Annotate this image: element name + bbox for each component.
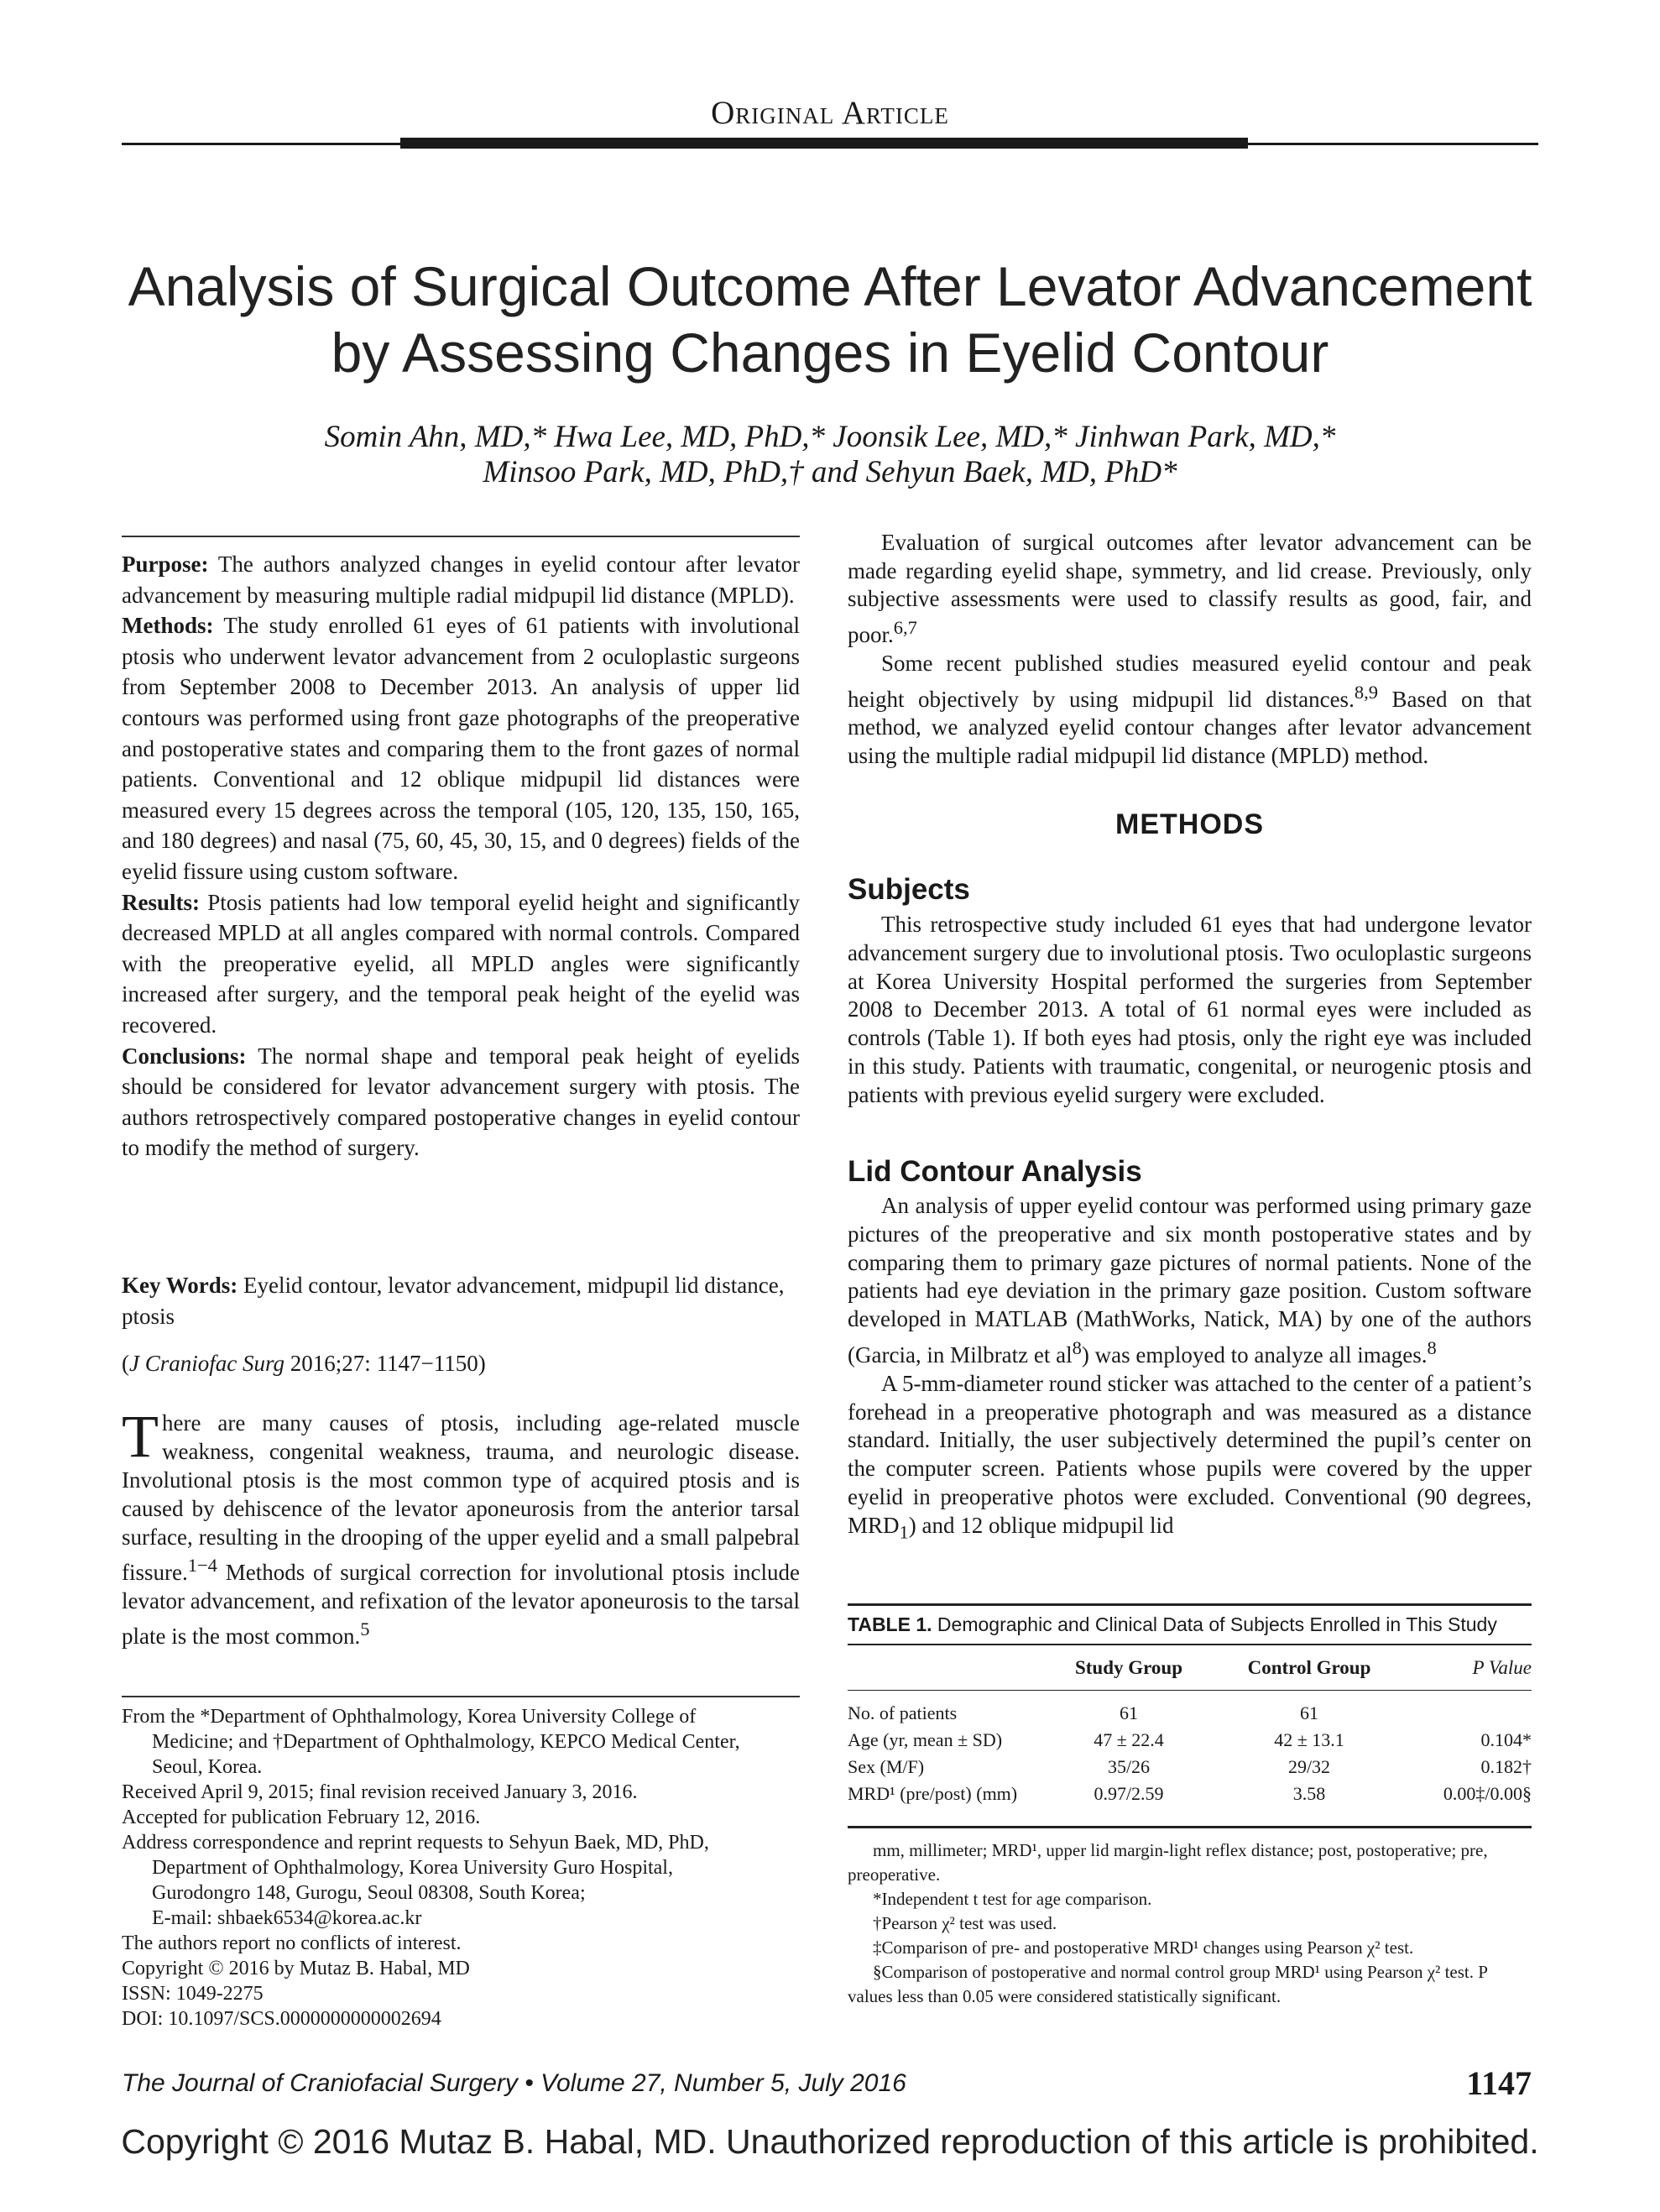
conflicts-statement: The authors report no conflicts of interest. xyxy=(122,1932,462,1954)
paragraph-text: Some recent published studies measured eyelid contour and peak height objectively by using midpupil lid distances. xyxy=(848,650,1532,712)
intro-ref-1: 1−4 xyxy=(187,1555,217,1576)
affiliation-line: Seoul, Korea. xyxy=(152,1756,263,1778)
keywords-label: Key Words: xyxy=(122,1273,238,1298)
affiliations-footnote xyxy=(122,1704,800,2032)
correspondence-line: Gurodongro 148, Gurogu, Seoul 08308, South Korea; xyxy=(152,1882,586,1904)
table-cell: 0.104* xyxy=(1480,1729,1532,1750)
abstract-purpose xyxy=(122,549,800,610)
table-header-rule xyxy=(848,1644,1532,1645)
paragraph-text: ) was employed to analyze all images. xyxy=(1081,1341,1428,1367)
table-cell: 47 ± 22.4 xyxy=(1094,1729,1164,1750)
abstract-rule xyxy=(122,536,800,537)
table-top-rule xyxy=(848,1603,1532,1606)
intro-ref-2: 5 xyxy=(360,1618,370,1639)
copyright-notice: Copyright © 2016 Mutaz B. Habal, MD. Unauthorized reproduction of this article is prohibited. xyxy=(121,2122,1539,2161)
affiliation-line: Medicine; and †Department of Ophthalmology, KEPCO Medical Center, xyxy=(152,1731,740,1753)
paragraph-text: ) and 12 oblique midpupil lid xyxy=(908,1512,1174,1538)
table-row xyxy=(848,1756,1532,1783)
abstract-conclusions xyxy=(122,1041,800,1164)
methods-heading: METHODS xyxy=(1115,808,1264,840)
journal-footer: The Journal of Craniofacial Surgery • Volume 27, Number 5, July 2016 xyxy=(122,2069,906,2097)
correspondence-line: Department of Ophthalmology, Korea University Guro Hospital, xyxy=(152,1857,673,1879)
table-caption xyxy=(848,1613,1532,1636)
paragraph: This retrospective study included 61 eyes that had undergone levator advancement surgery due to involutional ptosis. Two oculoplastic surgeons at Korea University Hospital performed the surgeries from September 2008 to December 2013. A total of 61 normal eyes were included as controls (Table 1). If both eyes had ptosis, only the right eye was included in this study. Patients with traumatic, congenital, or neurogenic ptosis and patients with previous eyelid surgery were excluded. xyxy=(848,912,1532,1107)
issn: ISSN: 1049-2275 xyxy=(122,1983,264,2005)
authors-line-1: Somin Ahn, MD,* Hwa Lee, MD, PhD,* Joonsik Lee, MD,* Jinhwan Park, MD,* xyxy=(324,420,1336,454)
abstract xyxy=(122,549,800,1164)
table-cell: 35/26 xyxy=(1107,1756,1151,1777)
table-cell: 3.58 xyxy=(1292,1783,1326,1804)
article-title xyxy=(84,254,1576,386)
table-note: †Pearson χ² test was used. xyxy=(873,1913,1057,1933)
paragraph xyxy=(848,650,1532,771)
paragraph xyxy=(848,529,1532,650)
right-column-intro xyxy=(848,529,1532,771)
footnote-rule xyxy=(122,1696,800,1697)
paragraph xyxy=(848,1370,1532,1546)
citation-journal: J Craniofac Surg xyxy=(129,1351,284,1376)
table-cell: 42 ± 13.1 xyxy=(1274,1729,1344,1750)
table-header-cell: Control Group xyxy=(1247,1657,1371,1678)
table-header-cell: Study Group xyxy=(1074,1657,1183,1678)
table-footnotes xyxy=(848,1838,1532,2009)
paragraph-text: An analysis of upper eyelid contour was performed using primary gaze pictures of the preoperative and six month postoperative states and by comparing them to primary gaze pictures of normal patients. None of the patients had eye deviation in the primary gaze position. Custom software developed in MATLAB (MathWorks, Natick, MA) by one of the authors (Garcia, in Milbratz et al xyxy=(848,1193,1532,1367)
intro-paragraph xyxy=(122,1403,800,1650)
affiliation-line: From the *Department of Ophthalmology, Korea University College of xyxy=(122,1706,697,1728)
page-number: 1147 xyxy=(1466,2064,1532,2102)
copyright-line: Copyright © 2016 by Mutaz B. Habal, MD xyxy=(122,1958,470,1979)
doi: DOI: 10.1097/SCS.0000000000002694 xyxy=(122,2008,441,2030)
keywords-text: Eyelid contour, levator advancement, midpupil lid distance, ptosis xyxy=(122,1273,785,1329)
reference: 8,9 xyxy=(1354,681,1378,703)
keywords xyxy=(122,1270,800,1331)
subjects-heading: Subjects xyxy=(848,873,970,906)
table-cell: Age (yr, mean ± SD) xyxy=(848,1729,1003,1750)
purpose-text: The authors analyzed changes in eyelid contour after levator advancement by measuring multiple radial midpupil lid distance (MPLD). xyxy=(122,552,800,608)
table-cell: 29/32 xyxy=(1287,1756,1331,1777)
abstract-methods xyxy=(122,610,800,886)
abstract-results xyxy=(122,887,800,1041)
paragraph-text: Based on that method, we analyzed eyelid contour changes after levator advancement using the multiple radial midpupil lid distance (MPLD) method. xyxy=(848,686,1532,768)
table-note: *Independent t test for age comparison. xyxy=(873,1889,1152,1909)
table-caption-text: Demographic and Clinical Data of Subjects Enrolled in This Study xyxy=(932,1613,1497,1635)
purpose-label: Purpose: xyxy=(122,552,209,577)
author-list xyxy=(168,420,1492,490)
correspondence-email: E-mail: shbaek6534@korea.ac.kr xyxy=(152,1907,422,1929)
authors-line-2: Minsoo Park, MD, PhD,† and Sehyun Baek, MD, PhD* xyxy=(483,455,1177,489)
results-label: Results: xyxy=(122,889,200,915)
table-body xyxy=(848,1702,1532,1810)
table-row xyxy=(848,1783,1532,1810)
citation xyxy=(122,1348,800,1378)
header-rule-bold xyxy=(400,138,1248,149)
citation-open: ( xyxy=(122,1351,129,1376)
title-line-1: Analysis of Surgical Outcome After Levator Advancement xyxy=(128,255,1532,317)
intro-text: here are many causes of ptosis, including age-related muscle weakness, congenital weakness, trauma, and neurologic disease. Involutional ptosis is the most common type of acquired ptosis and is caused by dehiscence of the levator aponeurosis from the anterior tarsal surface, resulting in the drooping of the upper eyelid and a small palpebral fissure. xyxy=(122,1410,800,1585)
paragraph xyxy=(848,1192,1532,1370)
table-cell: 0.182† xyxy=(1480,1756,1532,1777)
table-caption-label: TABLE 1. xyxy=(848,1613,932,1635)
table-header-cell: P Value xyxy=(1472,1657,1532,1678)
correspondence-line: Address correspondence and reprint requests to Sehyun Baek, MD, PhD, xyxy=(122,1832,709,1854)
methods-text: The study enrolled 61 eyes of 61 patients with involutional ptosis who underwent levator advancement from 2 oculoplastic surgeons from September 2008 to December 2013. An analysis of upper lid contours was performed using front gaze photographs of the preoperative and postoperative states and comparing them to the front gazes of normal patients. Conventional and 12 oblique midpupil lid distances were measured every 15 degrees across the temporal (105, 120, 135, 150, 165, and 180 degrees) and nasal (75, 60, 45, 30, 15, and 0 degrees) fields of the eyelid fissure using custom software. xyxy=(122,613,800,884)
reference: 8 xyxy=(1072,1336,1082,1358)
section-label: Original Article xyxy=(711,95,949,131)
conclusions-label: Conclusions: xyxy=(122,1043,247,1069)
table-cell: 0.00‡/0.00§ xyxy=(1443,1783,1532,1804)
table-cell: Sex (M/F) xyxy=(848,1756,925,1777)
received-date: Received April 9, 2015; final revision received January 3, 2016. xyxy=(122,1781,638,1803)
title-line-2: by Assessing Changes in Eyelid Contour xyxy=(331,322,1329,384)
citation-rest: 2016;27: 1147−1150) xyxy=(284,1351,486,1376)
table-cell: 61 xyxy=(1120,1702,1138,1723)
reference: 8 xyxy=(1427,1336,1437,1358)
table-header-bottom-rule xyxy=(848,1690,1532,1691)
subjects-section xyxy=(848,911,1532,1110)
intro-text-2: Methods of surgical correction for involutional ptosis include levator advancement, and refixation of the levator aponeurosis to the tarsal plate is the most common. xyxy=(122,1560,800,1649)
results-text: Ptosis patients had low temporal eyelid height and significantly decreased MPLD at all angles compared with normal controls. Compared with the preoperative eyelid, all MPLD angles were significantly increased after surgery, and the temporal peak height of the eyelid was recovered. xyxy=(122,889,800,1038)
table-header-row xyxy=(848,1657,1532,1684)
table-cell: MRD¹ (pre/post) (mm) xyxy=(848,1783,1018,1804)
table-cell: No. of patients xyxy=(848,1702,958,1723)
table-cell: 61 xyxy=(1300,1702,1318,1723)
table-bottom-rule xyxy=(848,1826,1532,1828)
drop-cap: T xyxy=(122,1403,159,1470)
table-cell: 0.97/2.59 xyxy=(1094,1783,1164,1804)
methods-label: Methods: xyxy=(122,613,214,639)
lid-contour-section xyxy=(848,1192,1532,1546)
table-row xyxy=(848,1729,1532,1756)
accepted-date: Accepted for publication February 12, 2016. xyxy=(122,1807,481,1828)
table-note: ‡Comparison of pre- and postoperative MRD¹ changes using Pearson χ² test. xyxy=(873,1937,1414,1958)
paragraph-text: A 5-mm-diameter round sticker was attached to the center of a patient’s forehead in a preoperative photograph and was measured as a distance standard. Initially, the user subjectively determined the pupil’s center on the computer screen. Patients whose pupils were covered by the upper eyelid in preoperative photos were excluded. Conventional (90 degrees, MRD xyxy=(848,1370,1532,1538)
subscript: 1 xyxy=(899,1521,909,1543)
lid-contour-heading: Lid Contour Analysis xyxy=(848,1155,1142,1188)
table-row xyxy=(848,1702,1532,1729)
table-note: §Comparison of postoperative and normal control group MRD¹ using Pearson χ² test. P values less than 0.05 were considered statistically significant. xyxy=(848,1962,1488,2006)
paragraph-text: Evaluation of surgical outcomes after levator advancement can be made regarding eyelid shape, symmetry, and lid crease. Previously, only subjective assessments were used to classify results as good, fair, and poor. xyxy=(848,530,1532,648)
table-note: mm, millimeter; MRD¹, upper lid margin-light reflex distance; post, postoperative; pre, preoperative. xyxy=(848,1840,1488,1885)
reference: 6,7 xyxy=(893,617,917,639)
conclusions-text: The normal shape and temporal peak height of eyelids should be considered for levator advancement surgery with ptosis. The authors retrospectively compared postoperative changes in eyelid contour to modify the method of surgery. xyxy=(122,1043,800,1161)
